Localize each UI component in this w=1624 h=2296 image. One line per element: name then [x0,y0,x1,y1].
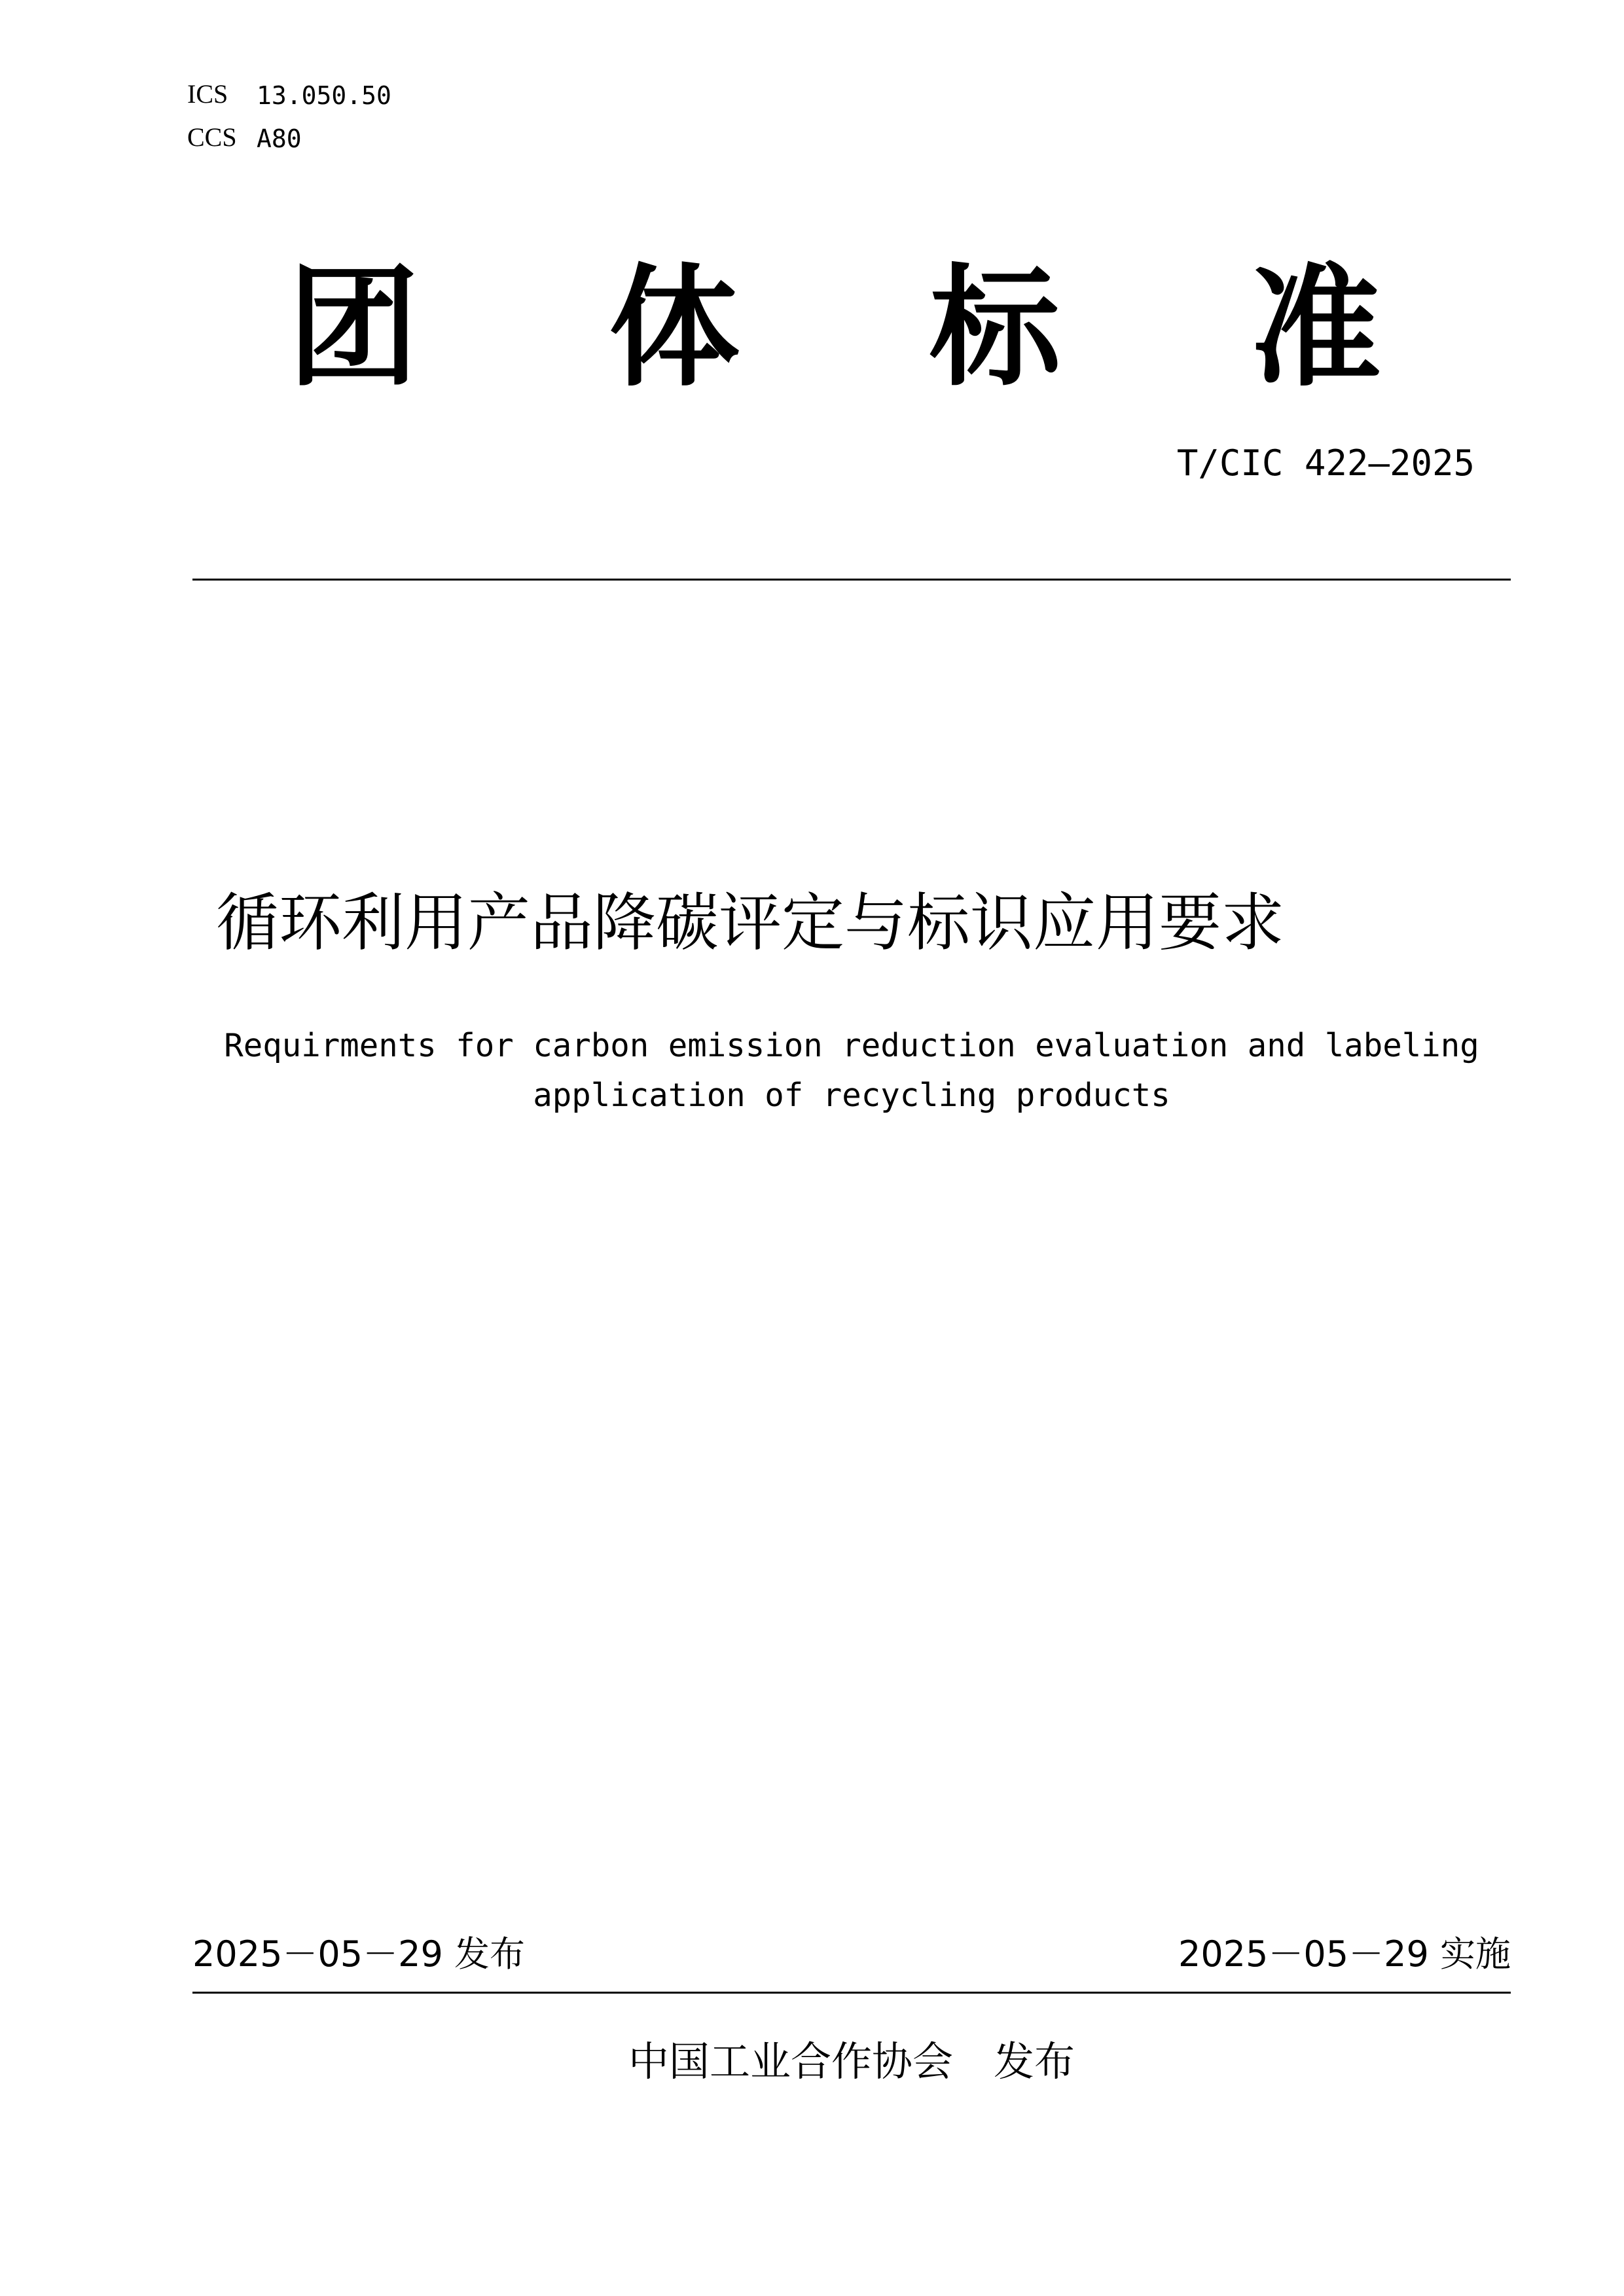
implement-date: 2025－05－29 实施 [1178,1933,1511,1975]
ics-code: 13.050.50 [257,81,391,110]
standard-type-char: 标 [929,252,1060,404]
standard-type-char: 体 [608,252,740,404]
ccs-label: CCS [187,122,237,152]
publish-date: 2025－05－29 发布 [192,1933,526,1975]
standard-type-char: 准 [1250,252,1381,404]
bottom-divider [192,1992,1511,1994]
standard-type-char: 团 [287,252,419,404]
document-title-en-line2: application of recycling products [533,1077,1170,1114]
standard-number: T/CIC 422—2025 [1176,442,1475,484]
ics-label: ICS [187,79,228,109]
publisher: 中国工业合作协会 发布 [628,2037,1075,2085]
ccs-code: A80 [257,124,302,153]
document-title-zh: 循环利用产品降碳评定与标识应用要求 [216,886,1284,960]
document-title-en-line1: Requirments for carbon emission reduction evaluation and labeling [224,1027,1479,1064]
top-divider [192,579,1511,581]
